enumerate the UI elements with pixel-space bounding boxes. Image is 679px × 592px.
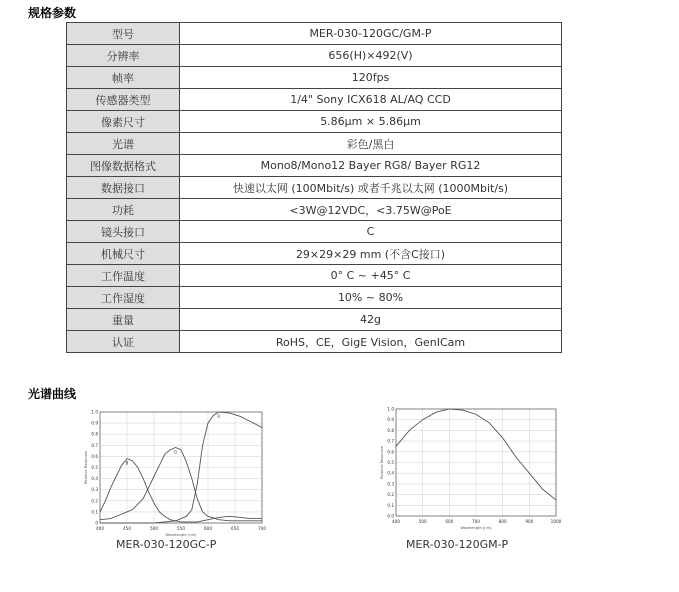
y-tick-label: 0.2 xyxy=(91,498,98,504)
spec-row xyxy=(67,265,562,287)
color-chart-caption: MER-030-120GC-P xyxy=(116,538,217,551)
spec-section-title: 规格参数 xyxy=(28,6,77,20)
spectrum-section-title: 光谱曲线 xyxy=(28,387,77,401)
y-tick-label: 0.5 xyxy=(387,460,394,465)
spec-row xyxy=(67,177,562,199)
y-tick-label: 0 xyxy=(95,520,98,526)
x-tick-label: 400 xyxy=(96,526,104,531)
y-axis-label: Relative Response xyxy=(380,446,384,479)
y-tick-label: 0.6 xyxy=(387,449,394,455)
x-tick-label: 1000 xyxy=(550,519,562,524)
x-tick-label: 400 xyxy=(392,519,400,524)
y-axis-label: Relative Response xyxy=(84,451,88,484)
y-tick-label: 1.0 xyxy=(91,409,98,415)
spec-value: Mono8/Mono12 Bayer RG8/ Bayer RG12 xyxy=(180,155,562,177)
spec-label: 功耗 xyxy=(67,199,180,221)
y-tick-label: 0.7 xyxy=(387,438,394,444)
y-tick-label: 0.0 xyxy=(387,513,394,519)
spec-row xyxy=(67,287,562,309)
y-tick-label: 0.6 xyxy=(91,453,98,459)
spec-value: 42g xyxy=(180,309,562,331)
curve-label: G xyxy=(174,449,178,455)
x-tick-label: 450 xyxy=(123,526,131,531)
spec-row xyxy=(67,133,562,155)
x-tick-label: 700 xyxy=(258,526,266,531)
spec-value: 0° C ~ +45° C xyxy=(180,265,562,287)
y-tick-label: 0.7 xyxy=(91,442,98,448)
y-tick-label: 0.9 xyxy=(91,420,98,426)
x-axis-label: Wavelength (nm) xyxy=(165,533,197,537)
spec-value: 1/4" Sony ICX618 AL/AQ CCD xyxy=(180,89,562,111)
y-tick-label: 0.3 xyxy=(91,487,98,493)
spec-label: 工作湿度 xyxy=(67,287,180,309)
spec-row xyxy=(67,331,562,353)
spec-label: 型号 xyxy=(67,23,180,45)
spec-value: 656(H)×492(V) xyxy=(180,45,562,67)
spec-row xyxy=(67,243,562,265)
y-tick-label: 0.1 xyxy=(91,509,98,515)
spec-row xyxy=(67,309,562,331)
spec-label: 重量 xyxy=(67,309,180,331)
spec-label: 分辨率 xyxy=(67,45,180,67)
y-tick-label: 0.2 xyxy=(387,492,394,498)
spec-label: 机械尺寸 xyxy=(67,243,180,265)
spec-label: 像素尺寸 xyxy=(67,111,180,133)
y-tick-label: 0.1 xyxy=(387,502,394,508)
x-tick-label: 600 xyxy=(204,526,212,531)
mono-chart-caption: MER-030-120GM-P xyxy=(406,538,509,551)
y-tick-label: 0.8 xyxy=(387,427,394,433)
y-tick-label: 0.9 xyxy=(387,417,394,423)
spec-row xyxy=(67,89,562,111)
spec-value: 彩色/黑白 xyxy=(180,133,562,155)
spec-row xyxy=(67,45,562,67)
spec-row xyxy=(67,155,562,177)
spec-value: C xyxy=(180,221,562,243)
spec-value: <3W@12VDC，<3.75W@PoE xyxy=(180,199,562,221)
spec-label: 传感器类型 xyxy=(67,89,180,111)
x-tick-label: 600 xyxy=(445,519,454,524)
spec-value: 5.86μm × 5.86μm xyxy=(180,111,562,133)
mono-spectral-chart xyxy=(370,402,566,530)
y-tick-label: 0.3 xyxy=(387,481,394,487)
spec-row xyxy=(67,199,562,221)
spec-label: 图像数据格式 xyxy=(67,155,180,177)
spec-value: 快速以太网 (100Mbit/s) 或者千兆以太网 (1000Mbit/s) xyxy=(180,177,562,199)
spec-value: 29×29×29 mm (不含C接口) xyxy=(180,243,562,265)
spec-label: 光谱 xyxy=(67,133,180,155)
x-tick-label: 700 xyxy=(472,519,480,524)
spec-label: 工作温度 xyxy=(67,265,180,287)
y-tick-label: 1.0 xyxy=(387,406,394,412)
spec-label: 镜头接口 xyxy=(67,221,180,243)
spec-row xyxy=(67,67,562,89)
spec-label: 帧率 xyxy=(67,67,180,89)
x-tick-label: 650 xyxy=(231,526,239,531)
spec-value: MER-030-120GC/GM-P xyxy=(180,23,562,45)
y-tick-label: 0.4 xyxy=(387,470,394,476)
color-spectral-chart xyxy=(78,405,268,537)
x-tick-label: 500 xyxy=(418,519,427,524)
curve-label: R xyxy=(217,414,221,419)
spec-table xyxy=(66,22,562,353)
y-tick-label: 0.5 xyxy=(91,465,98,470)
curve-label: B xyxy=(125,460,129,466)
spec-row xyxy=(67,221,562,243)
spec-value: RoHS，CE，GigE Vision，GenICam xyxy=(180,331,562,353)
spec-label: 认证 xyxy=(67,331,180,353)
spec-label: 数据接口 xyxy=(67,177,180,199)
y-tick-label: 0.8 xyxy=(91,431,98,437)
x-axis-label: Wavelength [nm] xyxy=(460,526,492,530)
x-tick-label: 500 xyxy=(150,526,158,531)
x-tick-label: 550 xyxy=(177,526,185,531)
y-tick-label: 0.4 xyxy=(91,476,98,482)
x-tick-label: 900 xyxy=(525,519,534,524)
spec-value: 10% ~ 80% xyxy=(180,287,562,309)
spec-row xyxy=(67,23,562,45)
spec-value: 120fps xyxy=(180,67,562,89)
x-tick-label: 800 xyxy=(498,519,507,524)
spec-row xyxy=(67,111,562,133)
